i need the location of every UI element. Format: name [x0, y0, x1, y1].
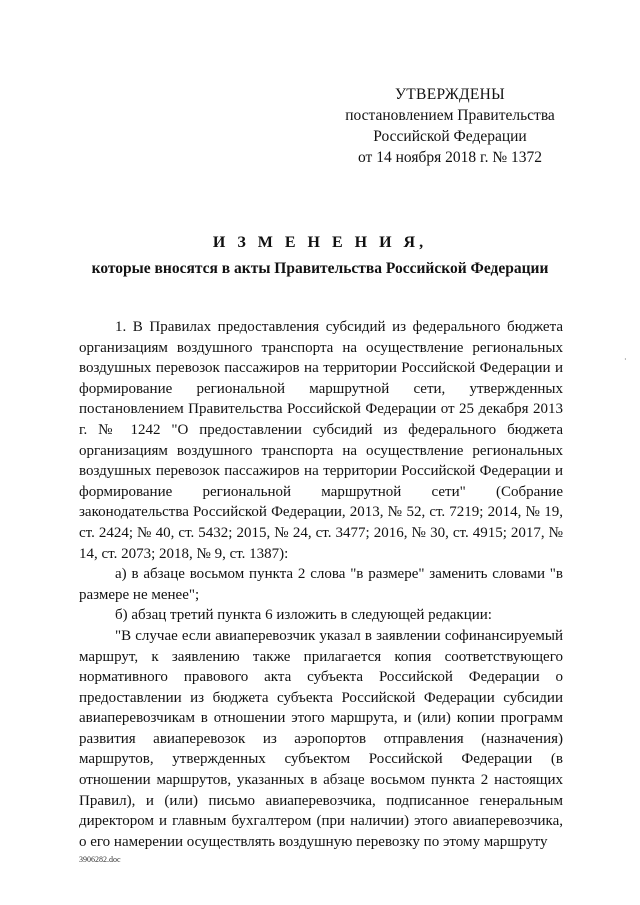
- approval-line-2: Российской Федерации: [373, 128, 527, 145]
- approval-block: [340, 84, 560, 168]
- paragraph-1: 1. В Правилах предоставления субсидий из федерального бюджета организациям воздушного транспорта на осуществление региональных воздушных перевозок пассажиров на территории Российской Федерации и формирование региональной маршрутной сети, утвержденных постановлением Правительства Российской Федерации от 25 декабря 2013 г. № 1242 "О предоставлении субсидий из федерального бюджета организациям воздушного транспорта на осуществление региональных воздушных перевозок пассажиров на территории Российской Федерации и формирование региональной маршрутной сети" (Собрание законодательства Российской Федерации, 2013, № 52, ст. 7219; 2014, № 19, ст. 2424; № 40, ст. 5432; 2015, № 24, ст. 3477; 2016, № 30, ст. 4915; 2017, № 14, ст. 2073; 2018, № 9, ст. 1387):: [79, 319, 563, 562]
- document-body: [79, 317, 563, 852]
- margin-dot: ·: [624, 355, 627, 364]
- paragraph-2: а) в абзаце восьмом пункта 2 слова "в размере" заменить словами "в размере не менее";: [79, 566, 563, 603]
- document-file-code: 3906282.doc: [79, 855, 121, 864]
- approval-title: УТВЕРЖДЕНЫ: [395, 86, 505, 103]
- paragraph-4: "В случае если авиаперевозчик указал в заявлении софинансируемый маршрут, к заявлению также прилагается копия соответствующего нормативного правового акта субъекта Российской Федерации о предоставлении из бюджета субъекта Российской Федерации субсидии авиаперевозчикам в отношении этого маршрута, и (или) копии программ развития авиаперевозок из аэропортов отправления (назначения) маршрутов, утвержденных субъектом Российской Федерации (в отношении маршрутов, указанных в абзаце восьмом пункта 2 настоящих Правил), и (или) письмо авиаперевозчика, подписанное генеральным директором и главным бухгалтером (при наличии) этого авиаперевозчика, о его намерении осуществлять воздушную перевозку по этому маршруту: [79, 627, 563, 850]
- document-subtitle: которые вносятся в акты Правительства Российской Федерации: [91, 260, 549, 277]
- approval-line-1: постановлением Правительства: [345, 107, 555, 124]
- paragraph-3: б) абзац третий пункта 6 изложить в следующей редакции:: [115, 607, 492, 624]
- document-title: И З М Е Н Е Н И Я,: [212, 234, 428, 251]
- approval-line-3: от 14 ноября 2018 г. № 1372: [358, 149, 542, 166]
